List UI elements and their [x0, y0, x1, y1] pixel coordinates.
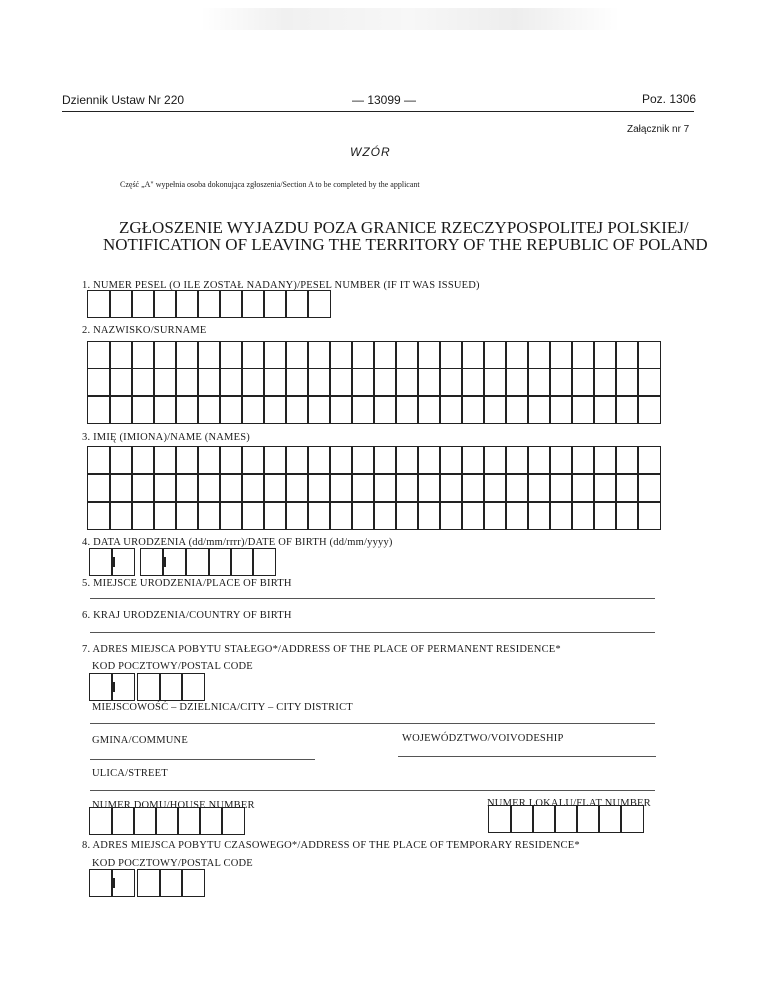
commune-input-line[interactable]	[90, 759, 315, 760]
pesel-label: 1. NUMER PESEL (O ILE ZOSTAŁ NADANY)/PESEL NUMBER (IF IT WAS ISSUED)	[82, 280, 480, 291]
names-label: 3. IMIĘ (IMIONA)/NAME (NAMES)	[82, 432, 250, 443]
voivodeship-label: WOJEWÓDZTWO/VOIVODESHIP	[402, 733, 564, 744]
street-input-line[interactable]	[90, 790, 655, 791]
flat-number-label: NUMER LOKALU/FLAT NUMBER	[487, 798, 651, 809]
house-number-label: NUMER DOMU/HOUSE NUMBER	[92, 800, 255, 811]
pob-label: 5. MIEJSCE URODZENIA/PLACE OF BIRTH	[82, 578, 292, 589]
surname-input-row-1[interactable]	[87, 341, 659, 369]
names-input-row-1[interactable]	[87, 446, 659, 474]
temp-address-label: 8. ADRES MIEJSCA POBYTU CZASOWEGO*/ADDRESS OF THE PLACE OF TEMPORARY RESIDENCE*	[82, 840, 580, 851]
names-input-row-3[interactable]	[87, 502, 659, 530]
header-rule	[62, 111, 694, 112]
title-pl: ZGŁOSZENIE WYJAZDU POZA GRANICE RZECZYPOSPOLITEJ POLSKIEJ/	[119, 218, 689, 237]
pob-input-line[interactable]	[90, 598, 655, 599]
postal-code-suffix-input[interactable]	[137, 673, 203, 701]
postal-code-prefix-input[interactable]	[89, 673, 133, 701]
cob-input-line[interactable]	[90, 632, 655, 633]
dob-day-input[interactable]	[89, 548, 133, 576]
pesel-input[interactable]	[87, 290, 329, 318]
commune-label: GMINA/COMMUNE	[92, 735, 188, 746]
dob-month-input[interactable]	[140, 548, 184, 576]
voivodeship-input-line[interactable]	[398, 756, 656, 757]
temp-postal-code-suffix-input[interactable]	[137, 869, 203, 897]
flat-number-input[interactable]	[488, 805, 642, 833]
scan-noise	[200, 8, 620, 30]
house-number-input[interactable]	[89, 807, 243, 835]
perm-address-label: 7. ADRES MIEJSCA POBYTU STAŁEGO*/ADDRESS OF THE PLACE OF PERMANENT RESIDENCE*	[82, 644, 561, 655]
postal-code-2-label: KOD POCZTOWY/POSTAL CODE	[92, 858, 253, 869]
annex-label: Załącznik nr 7	[627, 124, 690, 135]
temp-postal-code-prefix-input[interactable]	[89, 869, 133, 897]
section-note: Część „A" wypełnia osoba dokonująca zgłoszenia/Section A to be completed by the applicant	[120, 180, 420, 189]
postal-code-label: KOD POCZTOWY/POSTAL CODE	[92, 661, 253, 672]
surname-label: 2. NAZWISKO/SURNAME	[82, 325, 207, 336]
surname-input-row-2[interactable]	[87, 368, 659, 396]
wzor-label: WZÓR	[350, 145, 391, 159]
page-number: — 13099 —	[352, 93, 417, 107]
street-label: ULICA/STREET	[92, 768, 168, 779]
dob-label: 4. DATA URODZENIA (dd/mm/rrrr)/DATE OF BIRTH (dd/mm/yyyy)	[82, 537, 393, 548]
surname-input-row-3[interactable]	[87, 396, 659, 424]
title-en: NOTIFICATION OF LEAVING THE TERRITORY OF THE REPUBLIC OF POLAND	[103, 235, 708, 254]
names-input-row-2[interactable]	[87, 474, 659, 502]
dob-year-input[interactable]	[186, 548, 274, 576]
city-input-line[interactable]	[90, 723, 655, 724]
position-number: Poz. 1306	[642, 92, 697, 106]
cob-label: 6. KRAJ URODZENIA/COUNTRY OF BIRTH	[82, 610, 292, 621]
city-label: MIEJSCOWOŚĆ – DZIELNICA/CITY – CITY DISTRICT	[92, 702, 353, 713]
journal-name: Dziennik Ustaw Nr 220	[62, 93, 185, 107]
